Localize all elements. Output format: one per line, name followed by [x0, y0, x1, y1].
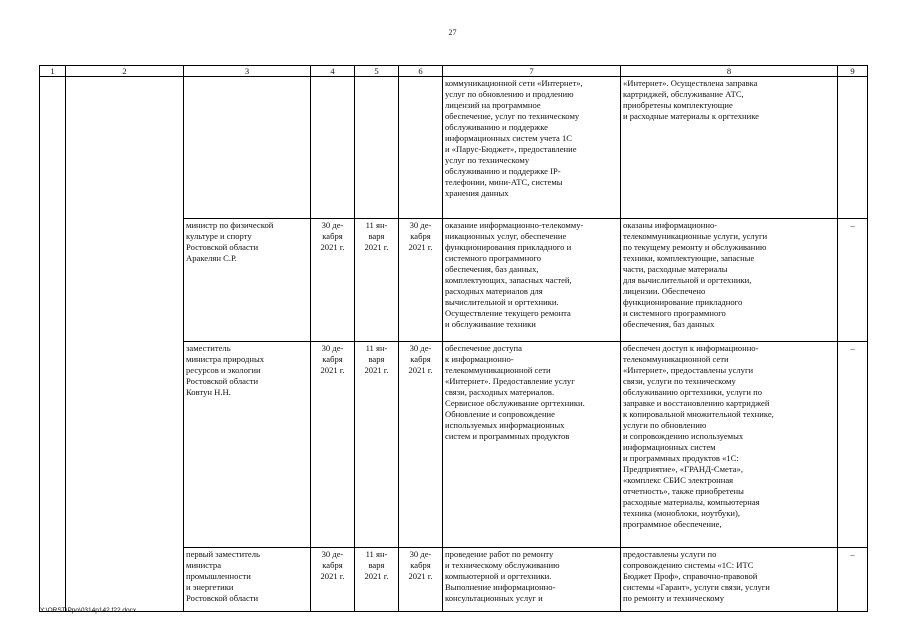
text-line: варя — [368, 560, 385, 570]
text-line: программное обеспечение, — [623, 519, 722, 529]
text-line: 2021 г. — [364, 365, 389, 375]
text-line: «Интернет», предоставлены услуги — [623, 365, 754, 375]
text-line: информационных систем учета 1С — [445, 133, 573, 143]
result-cell — [621, 342, 838, 548]
header-cell: 4 — [311, 66, 355, 77]
header-cell: 9 — [838, 66, 868, 77]
table-row — [40, 77, 868, 219]
text-line: по текущему ремонту и обслуживанию — [623, 242, 767, 252]
text-line: кабря — [322, 231, 343, 241]
text-line: проведение работ по ремонту — [445, 549, 554, 559]
text-line: техника (моноблоки, ноутбуки), — [623, 508, 741, 518]
date-start-cell — [355, 342, 399, 548]
responsible-cell — [184, 77, 311, 219]
text-line: лицензий на программное — [445, 100, 541, 110]
date-end-cell — [399, 342, 443, 548]
text-line: оказаны информационно- — [623, 220, 718, 230]
text-line: Ковтун Н.Н. — [186, 387, 231, 397]
date-start-cell — [355, 77, 399, 219]
text-line: картриджей, обслуживание АТС, — [623, 89, 744, 99]
text-line: комплектующих, запасных частей, — [445, 275, 572, 285]
text-line: и энергетики — [186, 582, 234, 592]
text-line: Предприятие», «ГРАНД-Смета», — [623, 464, 743, 474]
text-line: отчетность», также приобретены — [623, 486, 744, 496]
text-line: культуре и спорту — [186, 231, 252, 241]
note-cell: – — [838, 342, 868, 548]
header-cell: 6 — [399, 66, 443, 77]
text-line: по ремонту и техническому — [623, 593, 725, 603]
text-line: Ростовской области — [186, 593, 259, 603]
text-line: функционирования прикладного и — [445, 242, 572, 252]
text-line: услуги по обновлению — [623, 420, 707, 430]
text-line: и расходные материалы к оргтехнике — [623, 111, 759, 121]
text-line: Сервисное обслуживание оргтехники. — [445, 398, 585, 408]
text-line: 30 де- — [321, 343, 344, 353]
text-line: используемых информационных — [445, 420, 565, 430]
date-end-cell — [399, 219, 443, 342]
text-line: 2021 г. — [320, 365, 345, 375]
text-line: 11 ян- — [365, 549, 388, 559]
text-line: хранения данных — [445, 188, 509, 198]
text-line: 2021 г. — [408, 571, 433, 581]
text-line: обеспечения, баз данных, — [445, 264, 539, 274]
text-line: 30 де- — [409, 343, 432, 353]
note-cell: – — [838, 219, 868, 342]
planned-activity-cell — [443, 219, 621, 342]
planned-activity-cell — [443, 548, 621, 612]
header-cell: 8 — [621, 66, 838, 77]
text-line: обеспечение доступа — [445, 343, 522, 353]
col1-cell — [40, 77, 66, 612]
text-line: предоставлены услуги по — [623, 549, 717, 559]
text-line: компьютерной и оргтехники. — [445, 571, 552, 581]
text-line: Бюджет Проф», справочно-правовой — [623, 571, 758, 581]
text-line: варя — [368, 354, 385, 364]
date-end-cell — [399, 548, 443, 612]
result-cell — [621, 548, 838, 612]
text-line: и техническому обслуживанию — [445, 560, 560, 570]
text-line: для вычислительной и оргтехники, — [623, 275, 752, 285]
text-line: услуг по обновлению и продлению — [445, 89, 574, 99]
note-cell — [838, 77, 868, 219]
text-line: 11 ян- — [365, 220, 388, 230]
file-path-footer: Y:\ORST\Ppo\0314p142.f22.docx — [40, 607, 137, 614]
text-line: Осуществление текущего ремонта — [445, 308, 571, 318]
text-line: к информационно- — [445, 354, 514, 364]
text-line: Ростовской области — [186, 242, 259, 252]
text-line: 30 де- — [321, 549, 344, 559]
header-cell: 5 — [355, 66, 399, 77]
text-line: системного программного — [445, 253, 542, 263]
text-line: телекоммуникационные услуги, услуги — [623, 231, 768, 241]
header-cell: 7 — [443, 66, 621, 77]
text-line: обслуживанию оргтехники, услуги по — [623, 387, 763, 397]
text-line: 2021 г. — [408, 365, 433, 375]
text-line: сопровождению системы «1С: ИТС — [623, 560, 754, 570]
text-line: обслуживанию и поддержке — [445, 122, 548, 132]
text-line: и программных продуктов «1С: — [623, 453, 739, 463]
text-line: 11 ян- — [365, 343, 388, 353]
date-plan-cell — [311, 342, 355, 548]
note-cell: – — [838, 548, 868, 612]
text-line: коммуникационной сети «Интернет», — [445, 78, 583, 88]
text-line: «Интернет». Предоставление услуг — [445, 376, 575, 386]
report-table — [39, 65, 868, 612]
text-line: связи, услуги по техническому — [623, 376, 736, 386]
text-line: кабря — [410, 354, 431, 364]
text-line: ресурсов и экологии — [186, 365, 261, 375]
text-line: кабря — [322, 354, 343, 364]
text-line: консультационных услуг и — [445, 593, 543, 603]
result-cell — [621, 219, 838, 342]
planned-activity-cell — [443, 342, 621, 548]
text-line: части, расходные материалы — [623, 264, 728, 274]
text-line: Аракелян С.Р. — [186, 253, 237, 263]
date-end-cell — [399, 77, 443, 219]
text-line: варя — [368, 231, 385, 241]
text-line: кабря — [410, 560, 431, 570]
text-line: кабря — [322, 560, 343, 570]
text-line: обеспечен доступ к информационно- — [623, 343, 759, 353]
date-plan-cell — [311, 219, 355, 342]
responsible-cell — [184, 548, 311, 612]
text-line: и обслуживание техники — [445, 319, 536, 329]
date-plan-cell — [311, 548, 355, 612]
text-line: системы «Гарант», услуги связи, услуги — [623, 582, 770, 592]
text-line: обеспечение, услуг по техническому — [445, 111, 580, 121]
text-line: кабря — [410, 231, 431, 241]
text-line: заправке и восстановлению картриджей — [623, 398, 770, 408]
text-line: и сопровождению используемых — [623, 431, 744, 441]
header-row — [40, 66, 868, 77]
header-cell: 1 — [40, 66, 66, 77]
text-line: систем и программных продуктов — [445, 431, 570, 441]
header-cell: 2 — [66, 66, 184, 77]
text-line: 2021 г. — [408, 242, 433, 252]
text-line: функционирование прикладного — [623, 297, 743, 307]
text-line: промышленности — [186, 571, 251, 581]
text-line: министр по физической — [186, 220, 274, 230]
text-line: телекоммуникационной сети — [445, 365, 551, 375]
text-line: Ростовской области — [186, 376, 259, 386]
text-line: 2021 г. — [320, 571, 345, 581]
text-line: никационных услуг, обеспечение — [445, 231, 567, 241]
text-line: Обновление и сопровождение — [445, 409, 555, 419]
text-line: и «Парус-Бюджет», предоставление — [445, 144, 577, 154]
text-line: техники, комплектующие, запасные — [623, 253, 755, 263]
text-line: оказание информационно-телекомму- — [445, 220, 584, 230]
text-line: министра — [186, 560, 222, 570]
responsible-cell — [184, 219, 311, 342]
text-line: министра природных — [186, 354, 265, 364]
responsible-cell — [184, 342, 311, 548]
text-line: «комплекс СБИС электронная — [623, 475, 734, 485]
page-number: 27 — [448, 28, 457, 37]
text-line: 30 де- — [321, 220, 344, 230]
text-line: 2021 г. — [364, 242, 389, 252]
text-line: расходных материалов для — [445, 286, 543, 296]
text-line: связи, расходных материалов. — [445, 387, 555, 397]
header-cell: 3 — [184, 66, 311, 77]
text-line: расходные материалы, компьютерная — [623, 497, 760, 507]
text-line: телефонии, мини-АТС, системы — [445, 177, 563, 187]
text-line: 30 де- — [409, 549, 432, 559]
text-line: услуг по техническому — [445, 155, 530, 165]
text-line: информационных систем — [623, 442, 716, 452]
col2-cell — [66, 77, 184, 612]
text-line: приобретены комплектующие — [623, 100, 733, 110]
date-start-cell — [355, 548, 399, 612]
text-line: к копировальной множительной технике, — [623, 409, 774, 419]
date-start-cell — [355, 219, 399, 342]
text-line: телекоммуникационной сети — [623, 354, 729, 364]
text-line: «Интернет». Осуществлена заправка — [623, 78, 758, 88]
text-line: и системного программного — [623, 308, 726, 318]
date-plan-cell — [311, 77, 355, 219]
planned-activity-cell — [443, 77, 621, 219]
text-line: 2021 г. — [320, 242, 345, 252]
result-cell — [621, 77, 838, 219]
text-line: обеспечения, баз данных — [623, 319, 715, 329]
text-line: Выполнение информационно- — [445, 582, 556, 592]
text-line: первый заместитель — [186, 549, 260, 559]
text-line: 2021 г. — [364, 571, 389, 581]
text-line: вычислительной и оргтехники. — [445, 297, 559, 307]
text-line: 30 де- — [409, 220, 432, 230]
text-line: лицензии. Обеспечено — [623, 286, 706, 296]
text-line: заместитель — [186, 343, 231, 353]
text-line: обслуживанию и поддержке IP- — [445, 166, 561, 176]
